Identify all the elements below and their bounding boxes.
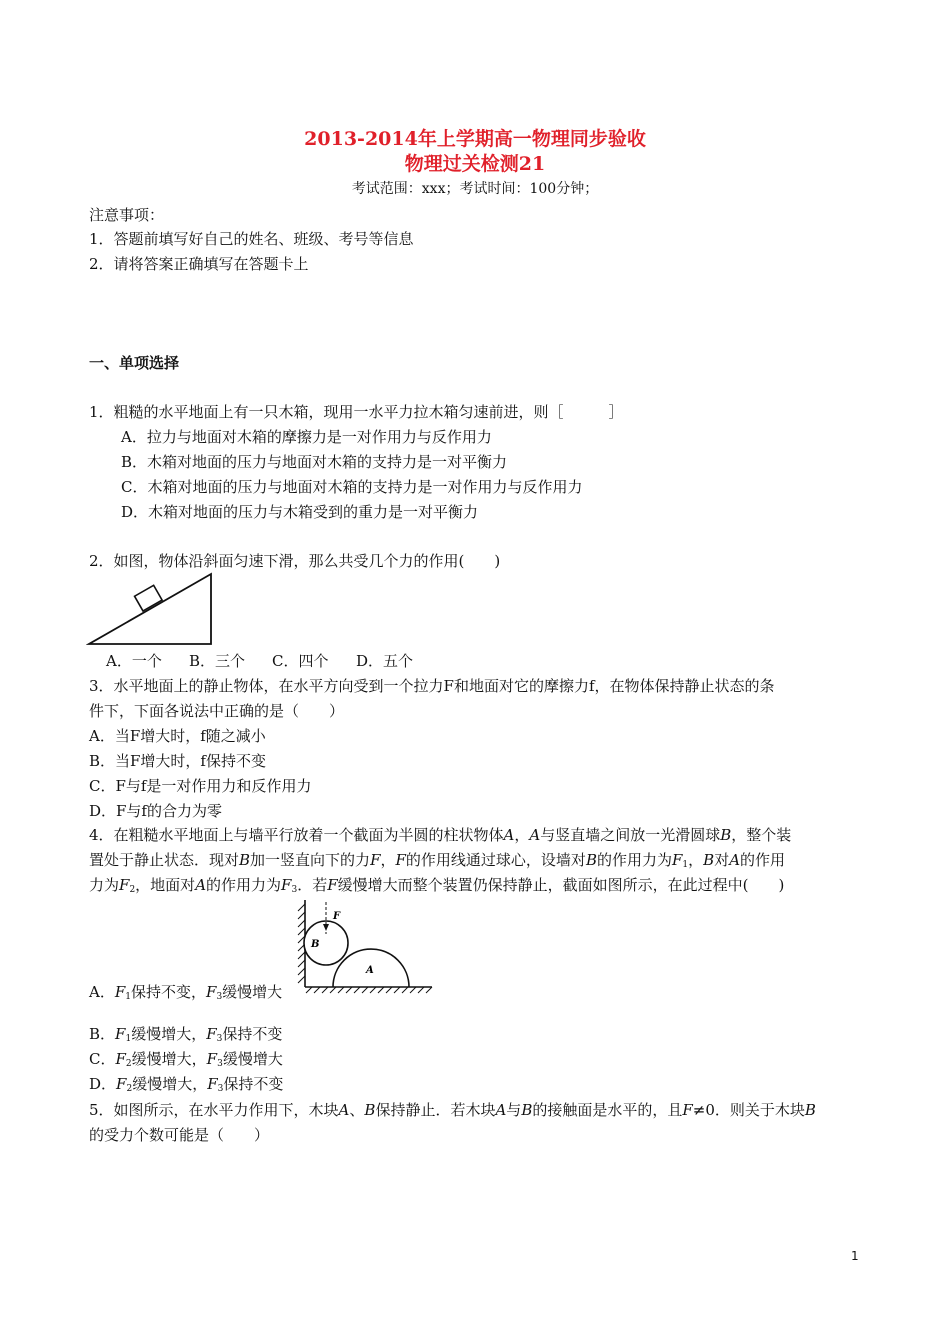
- q5-stem-line1: 5．如图所示，在水平力作用下，木块A、B保持静止．若木块A与B的接触面是水平的，且F≠0．则关于木块B: [89, 1101, 816, 1119]
- q1-stem: 1．粗糙的水平地面上有一只木箱，现用一水平力拉木箱匀速前进，则［ ］: [89, 403, 624, 421]
- q1-option-b: B．木箱对地面的压力与地面对木箱的支持力是一对平衡力: [121, 453, 508, 471]
- q4-option-a: A．$F_1$保持不变，$F_3$缓慢增大: [89, 983, 283, 1002]
- q4-wall-ball-figure: [292, 898, 437, 996]
- q3-option-a: A．当F增大时，f随之减小: [89, 727, 266, 745]
- label-a: A: [366, 965, 374, 976]
- q4-stem-line3: 力为$F_2$，地面对A的作用力为$F_3$．若F缓慢增大而整个装置仍保持静止，截面如图所示，在此过程中( ): [89, 876, 785, 895]
- q3-stem-line1: 3．水平地面上的静止物体，在水平方向受到一个拉力F和地面对它的摩擦力f，在物体保持静止状态的条: [89, 677, 775, 695]
- section-title: 一、单项选择: [89, 354, 180, 372]
- q1-option-a: A．拉力与地面对木箱的摩擦力是一对作用力与反作用力: [121, 428, 492, 446]
- sliding-block: [135, 585, 163, 611]
- notice-heading: 注意事项：: [89, 206, 165, 224]
- q1-option-c: C．木箱对地面的压力与地面对木箱的支持力是一对作用力与反作用力: [121, 478, 583, 496]
- q4-option-b: B．$F_1$缓慢增大，$F_3$保持不变: [89, 1025, 283, 1044]
- title-line1: 2013-2014年上学期高一物理同步验收: [304, 128, 646, 150]
- label-b: B: [311, 939, 320, 950]
- notice-item-1: 1．答题前填写好自己的姓名、班级、考号等信息: [89, 230, 414, 248]
- q3-option-c: C．F与f是一对作用力和反作用力: [89, 777, 312, 795]
- q2-option-c: C．四个: [272, 652, 329, 670]
- q4-option-d: D．$F_2$缓慢增大，$F_3$保持不变: [89, 1075, 284, 1094]
- q3-stem-line2: 件下，下面各说法中正确的是（ ）: [89, 702, 345, 720]
- q5-stem-line2: 的受力个数可能是（ ）: [89, 1126, 270, 1144]
- q3-option-d: D．F与f的合力为零: [89, 802, 222, 820]
- q2-option-b: B．三个: [189, 652, 246, 670]
- q4-option-c: C．$F_2$缓慢增大，$F_3$缓慢增大: [89, 1050, 283, 1069]
- q3-option-b: B．当F增大时，f保持不变: [89, 752, 266, 770]
- exam-info: 考试范围：xxx；考试时间：100分钟；: [351, 181, 599, 197]
- q4-stem-line2: 置处于静止状态．现对B加一竖直向下的力F，F的作用线通过球心，设墙对B的作用力为$F_1$，B对A的作用: [89, 851, 786, 870]
- page-number: 1: [851, 1249, 859, 1263]
- label-f: F: [333, 911, 341, 922]
- ground-hatching: [306, 987, 432, 993]
- q2-stem: 2．如图，物体沿斜面匀速下滑，那么共受几个力的作用( ): [89, 552, 501, 570]
- q4-stem-line1: 4．在粗糙水平地面上与墙平行放着一个截面为半圆的柱状物体A，A与竖直墙之间放一光滑圆球B，整个装: [89, 826, 792, 844]
- incline-triangle: [89, 574, 211, 644]
- notice-item-2: 2．请将答案正确填写在答题卡上: [89, 255, 309, 273]
- q1-option-d: D．木箱对地面的压力与木箱受到的重力是一对平衡力: [121, 503, 479, 521]
- q2-incline-figure: [86, 570, 216, 650]
- title-line2: 物理过关检测21: [404, 153, 546, 175]
- q2-option-a: A．一个: [106, 652, 162, 670]
- q2-option-d: D．五个: [356, 652, 414, 670]
